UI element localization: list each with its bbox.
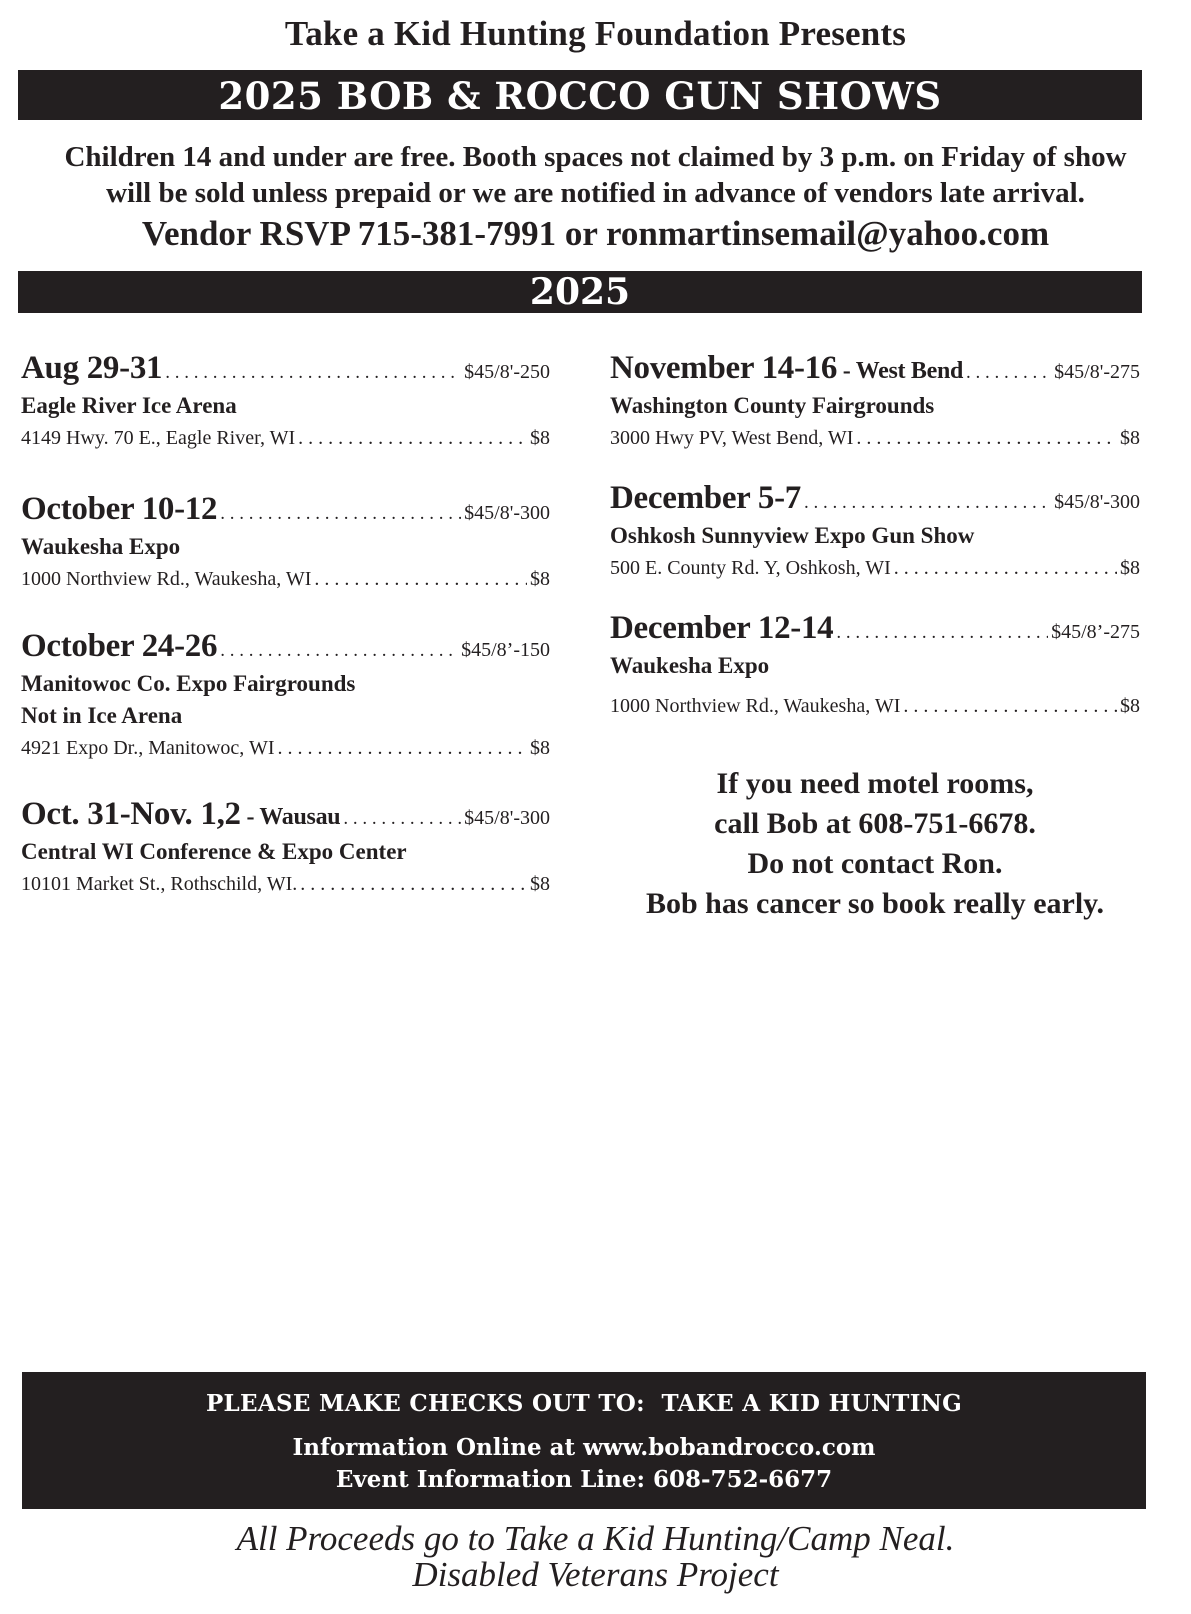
proceeds-line-1: All Proceeds go to Take a Kid Hunting/Camp Neal. <box>236 1519 955 1558</box>
show-date: October 24-26 <box>21 628 218 664</box>
venue-address: 4921 Expo Dr., Manitowoc, WI <box>21 737 275 759</box>
venue-name: Manitowoc Co. Expo Fairgrounds <box>21 671 356 696</box>
show-entry <box>21 796 550 916</box>
venue-name: Eagle River Ice Arena <box>21 393 237 418</box>
show-entry <box>21 491 550 628</box>
presenter-line: Take a Kid Hunting Foundation Presents <box>284 14 907 53</box>
motel-line-1: If you need motel rooms, <box>716 767 1034 800</box>
venue-name: Waukesha Expo <box>21 534 181 559</box>
venue-name: Oshkosh Sunnyview Expo Gun Show <box>610 523 975 548</box>
motel-line-4: Bob has cancer so book really early. <box>645 887 1105 920</box>
venue-address: 10101 Market St., Rothschild, WI. <box>21 873 298 895</box>
motel-line-2: call Bob at 608-751-6678. <box>714 807 1036 840</box>
admission-price: $8 <box>530 427 550 449</box>
motel-line-3: Do not contact Ron. <box>747 847 1003 880</box>
show-entry <box>610 610 1140 730</box>
admission-price: $8 <box>530 568 550 590</box>
booth-price: $45/8'-300 <box>1054 491 1140 513</box>
show-entry <box>21 350 550 491</box>
booth-price: $45/8’-150 <box>461 639 550 661</box>
proceeds-line-2: Disabled Veterans Project <box>412 1555 779 1594</box>
venue-address: 4149 Hwy. 70 E., Eagle River, WI <box>21 427 296 449</box>
booth-price: $45/8'-275 <box>1054 361 1140 383</box>
title-banner: 2025 BOB & ROCCO GUN SHOWS <box>18 70 1142 120</box>
online-info: Information Online at www.bobandrocco.com <box>292 1434 876 1461</box>
intro-line-1: Children 14 and under are free. Booth spaces not claimed by 3 p.m. on Friday of show <box>64 141 1127 173</box>
show-entry <box>21 628 550 796</box>
intro-line-2: will be sold unless prepaid or we are notified in advance of vendors late arrival. <box>106 177 1085 209</box>
venue-address: 1000 Northview Rd., Waukesha, WI <box>610 695 901 717</box>
venue-address: 1000 Northview Rd., Waukesha, WI <box>21 568 312 590</box>
admission-price: $8 <box>530 873 550 895</box>
vendor-rsvp: Vendor RSVP 715-381-7991 or ronmartinsemail@yahoo.com <box>141 214 1050 253</box>
show-date: December 12-14 <box>610 610 834 646</box>
right-show-column <box>610 350 1140 730</box>
admission-price: $8 <box>1120 695 1140 717</box>
venue-note: Not in Ice Arena <box>21 703 183 728</box>
show-entry <box>610 480 1140 610</box>
show-city: - West Bend <box>837 358 964 384</box>
show-date: November 14-16 - West Bend <box>610 350 964 386</box>
booth-price: $45/8'-250 <box>464 361 550 383</box>
show-date: Aug 29-31 <box>21 350 163 386</box>
venue-address: 3000 Hwy PV, West Bend, WI <box>610 427 854 449</box>
show-date: Oct. 31-Nov. 1,2 - Wausau <box>21 796 341 832</box>
venue-name: Central WI Conference & Expo Center <box>21 839 407 864</box>
admission-price: $8 <box>530 737 550 759</box>
event-info-line: Event Information Line: 608-752-6677 <box>335 1466 833 1493</box>
motel-notice <box>590 764 1160 924</box>
booth-price: $45/8’-275 <box>1051 621 1140 643</box>
booth-price: $45/8'-300 <box>464 502 550 524</box>
venue-name: Waukesha Expo <box>610 653 770 678</box>
venue-address: 500 E. County Rd. Y, Oshkosh, WI <box>610 557 891 579</box>
checks-banner <box>22 1372 1146 1509</box>
year-banner: 2025 <box>18 271 1142 313</box>
show-date: October 10-12 <box>21 491 218 527</box>
left-show-column <box>21 350 550 916</box>
admission-price: $8 <box>1120 557 1140 579</box>
show-date: December 5-7 <box>610 480 801 516</box>
venue-name: Washington County Fairgrounds <box>610 393 935 418</box>
show-city: - Wausau <box>240 804 341 830</box>
checks-payable: PLEASE MAKE CHECKS OUT TO: TAKE A KID HUNTING <box>205 1390 963 1417</box>
admission-price: $8 <box>1120 427 1140 449</box>
booth-price: $45/8'-300 <box>464 807 550 829</box>
show-entry <box>610 350 1140 480</box>
